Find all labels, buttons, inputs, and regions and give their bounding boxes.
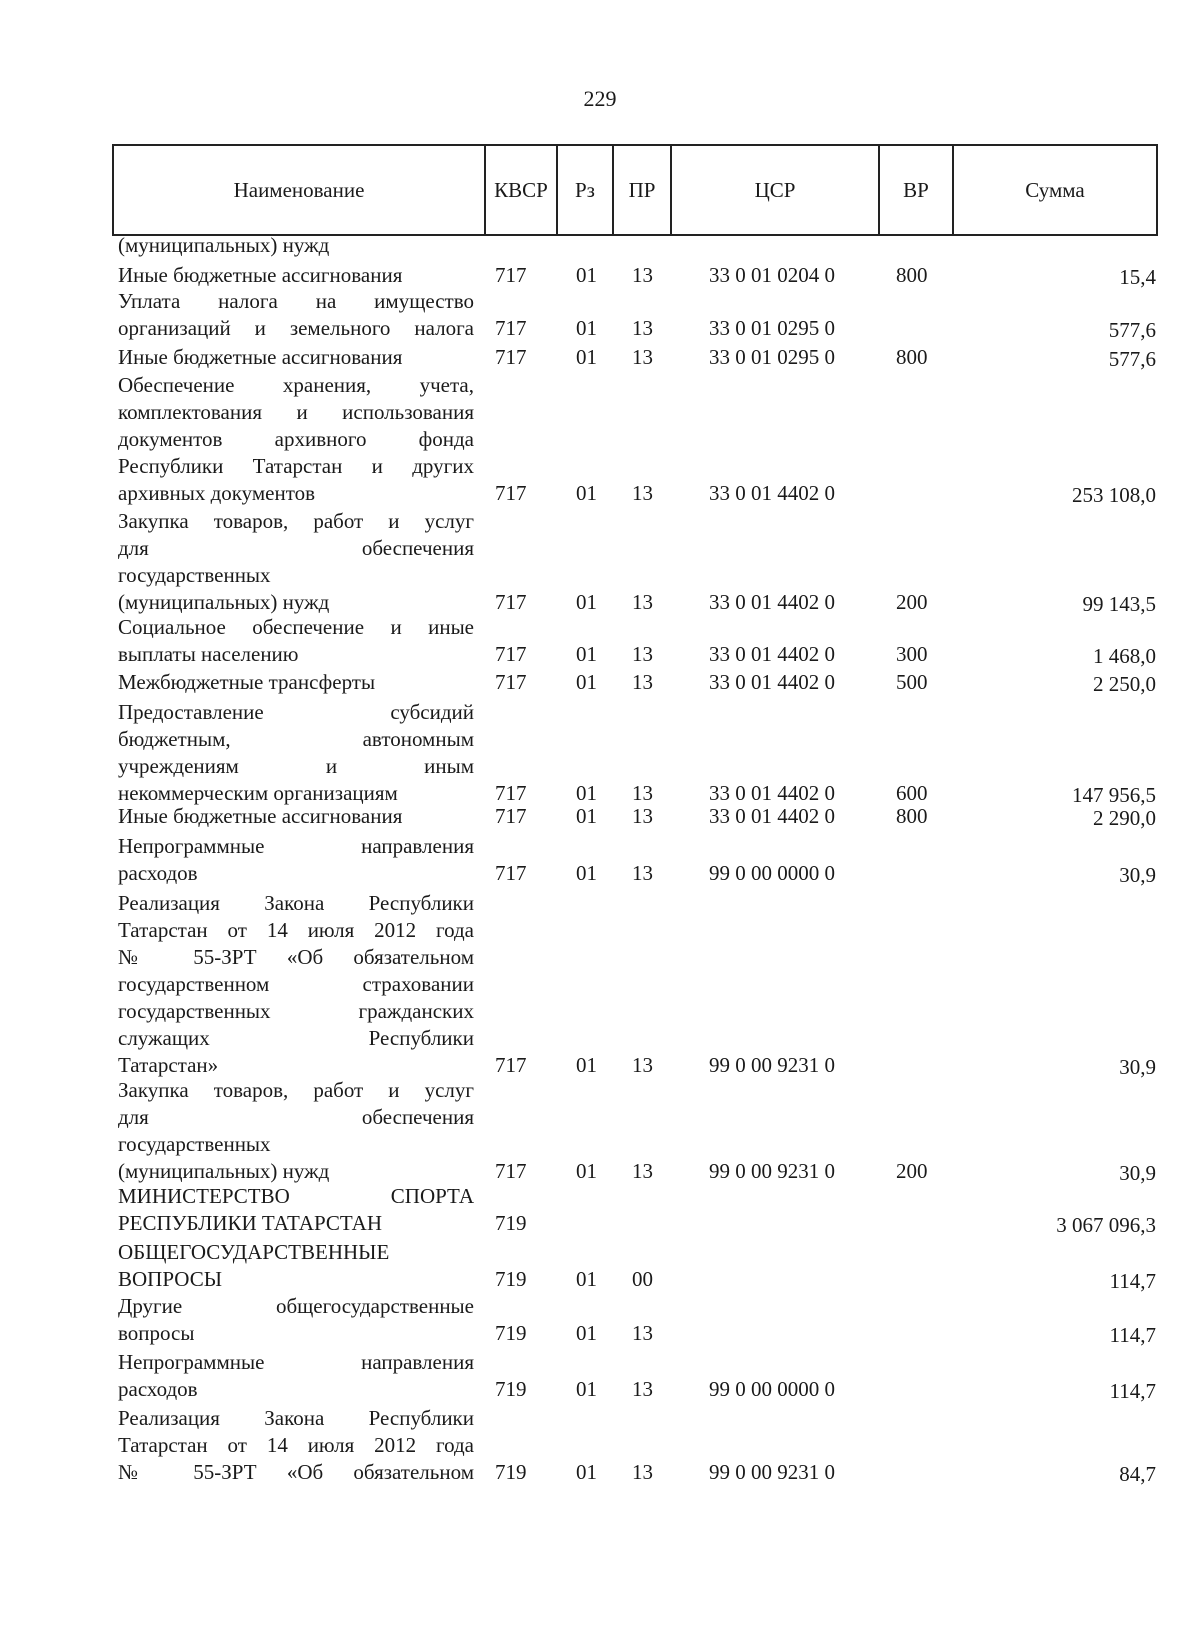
cell-rz: 01 [576, 1267, 597, 1291]
cell-csr: 33 0 01 0295 0 [709, 345, 835, 369]
row-name-line: Уплата налога на имущество [118, 289, 474, 313]
cell-pr: 13 [632, 642, 653, 666]
cell-kvsr: 717 [495, 345, 527, 369]
cell-rz: 01 [576, 1321, 597, 1345]
header-vr: ВР [879, 145, 953, 235]
cell-sum: 147 956,5 [1072, 783, 1156, 807]
row-name-line: РЕСПУБЛИКИ ТАТАРСТАН [118, 1211, 383, 1235]
row-name-line: Межбюджетные трансферты [118, 670, 376, 694]
cell-sum: 30,9 [1119, 863, 1156, 887]
cell-pr: 13 [632, 345, 653, 369]
cell-pr: 13 [632, 316, 653, 340]
cell-sum: 577,6 [1108, 347, 1156, 371]
row-name-line: Реализация Закона Республики [118, 1406, 474, 1430]
cell-pr: 13 [632, 670, 653, 694]
cell-pr: 13 [632, 590, 653, 614]
row-name-line: государственных гражданских [118, 999, 474, 1023]
cell-sum: 114,7 [1109, 1269, 1156, 1293]
cell-vr: 600 [896, 781, 928, 805]
cell-sum: 99 143,5 [1082, 592, 1156, 616]
table-row [112, 890, 1172, 1079]
cell-rz: 01 [576, 861, 597, 885]
cell-pr: 13 [632, 1460, 653, 1484]
cell-csr: 33 0 01 4402 0 [709, 642, 835, 666]
cell-rz: 01 [576, 1053, 597, 1077]
cell-sum: 30,9 [1119, 1161, 1156, 1185]
cell-kvsr: 717 [495, 642, 527, 666]
row-name-line: Закупка товаров, работ и услуг [118, 509, 474, 533]
row-name-line: организаций и земельного налога [118, 316, 474, 340]
row-name-line: служащих Республики [118, 1026, 474, 1050]
cell-sum: 114,7 [1109, 1379, 1156, 1403]
cell-kvsr: 719 [495, 1211, 527, 1235]
cell-kvsr: 717 [495, 1053, 527, 1077]
row-name-line: архивных документов [118, 481, 316, 505]
table-row [112, 699, 1172, 807]
row-name-line: № 55-ЗРТ «Об обязательном [118, 945, 474, 969]
table-row [112, 344, 1172, 371]
row-name-line: № 55-ЗРТ «Об обязательном [118, 1460, 474, 1484]
row-name-line: расходов [118, 861, 198, 885]
table-row [112, 262, 1172, 289]
cell-kvsr: 717 [495, 670, 527, 694]
table-header [112, 144, 1158, 236]
header-rz: Рз [557, 145, 613, 235]
cell-rz: 01 [576, 670, 597, 694]
row-name-line: Социальное обеспечение и иные [118, 615, 474, 639]
cell-vr: 800 [896, 263, 928, 287]
row-name-line: бюджетным, автономным [118, 727, 474, 751]
row-name-line: МИНИСТЕРСТВО СПОРТА [118, 1184, 474, 1208]
cell-pr: 13 [632, 1159, 653, 1183]
cell-kvsr: 717 [495, 316, 527, 340]
row-name-line: Непрограммные направления [118, 834, 474, 858]
row-name-line: Закупка товаров, работ и услуг [118, 1078, 474, 1102]
cell-sum: 1 468,0 [1093, 644, 1156, 668]
cell-pr: 13 [632, 481, 653, 505]
header-csr: ЦСР [671, 145, 879, 235]
row-name-line: некоммерческим организациям [118, 781, 398, 805]
row-name-line: Непрограммные направления [118, 1350, 474, 1374]
table-row [112, 1293, 1172, 1347]
row-name-line: (муниципальных) нужд [118, 1159, 330, 1183]
row-name-line: государственных [118, 563, 271, 587]
row-name-line: Республики Татарстан и других [118, 454, 474, 478]
row-name-line: государственных [118, 1132, 271, 1156]
row-name-line: Иные бюджетные ассигнования [118, 345, 403, 369]
row-name-line: для обеспечения [118, 1105, 474, 1129]
cell-kvsr: 717 [495, 1159, 527, 1183]
cell-rz: 01 [576, 316, 597, 340]
cell-rz: 01 [576, 1460, 597, 1484]
table-row [112, 1239, 1172, 1293]
cell-vr: 500 [896, 670, 928, 694]
row-name-line: Татарстан от 14 июля 2012 года [118, 918, 474, 942]
cell-csr: 99 0 00 9231 0 [709, 1460, 835, 1484]
cell-kvsr: 719 [495, 1267, 527, 1291]
row-name-line: Татарстан от 14 июля 2012 года [118, 1433, 474, 1457]
cell-csr: 33 0 01 4402 0 [709, 804, 835, 828]
cell-rz: 01 [576, 345, 597, 369]
cell-csr: 99 0 00 9231 0 [709, 1053, 835, 1077]
cell-sum: 577,6 [1108, 318, 1156, 342]
header-pr: ПР [613, 145, 671, 235]
row-name-line: комплектования и использования [118, 400, 474, 424]
cell-pr: 13 [632, 263, 653, 287]
cell-vr: 800 [896, 345, 928, 369]
row-name-line: Предоставление субсидий [118, 700, 474, 724]
table-row [112, 614, 1172, 668]
header-name: Наименование [113, 145, 485, 235]
cell-rz: 01 [576, 263, 597, 287]
cell-csr: 33 0 01 4402 0 [709, 481, 835, 505]
cell-rz: 01 [576, 590, 597, 614]
cell-kvsr: 717 [495, 861, 527, 885]
cell-kvsr: 719 [495, 1377, 527, 1401]
cell-pr: 13 [632, 1053, 653, 1077]
row-name-line: документов архивного фонда [118, 427, 474, 451]
cell-csr: 33 0 01 4402 0 [709, 670, 835, 694]
row-name-line: для обеспечения [118, 536, 474, 560]
cell-pr: 00 [632, 1267, 653, 1291]
cell-kvsr: 719 [495, 1460, 527, 1484]
table-row [112, 288, 1172, 342]
cell-csr: 33 0 01 4402 0 [709, 781, 835, 805]
table-row [112, 833, 1172, 887]
cell-rz: 01 [576, 1377, 597, 1401]
cell-rz: 01 [576, 781, 597, 805]
cell-sum: 84,7 [1119, 1462, 1156, 1486]
cell-pr: 13 [632, 804, 653, 828]
cell-sum: 15,4 [1119, 265, 1156, 289]
cell-kvsr: 717 [495, 781, 527, 805]
row-name-line: учреждениям и иным [118, 754, 474, 778]
cell-pr: 13 [632, 1321, 653, 1345]
row-name-line: ОБЩЕГОСУДАРСТВЕННЫЕ [118, 1240, 390, 1264]
cell-csr: 33 0 01 0295 0 [709, 316, 835, 340]
cell-csr: 99 0 00 0000 0 [709, 861, 835, 885]
cell-csr: 99 0 00 9231 0 [709, 1159, 835, 1183]
cell-kvsr: 719 [495, 1321, 527, 1345]
cell-csr: 33 0 01 0204 0 [709, 263, 835, 287]
cell-csr: 99 0 00 0000 0 [709, 1377, 835, 1401]
table-row [112, 1183, 1172, 1237]
cell-sum: 30,9 [1119, 1055, 1156, 1079]
row-name-line: выплаты населению [118, 642, 299, 666]
cell-vr: 300 [896, 642, 928, 666]
cell-vr: 200 [896, 1159, 928, 1183]
row-name-line: Иные бюджетные ассигнования [118, 263, 403, 287]
table-row [112, 232, 1172, 259]
row-name-line: Другие общегосударственные [118, 1294, 474, 1318]
cell-sum: 253 108,0 [1072, 483, 1156, 507]
cell-rz: 01 [576, 1159, 597, 1183]
cell-kvsr: 717 [495, 263, 527, 287]
row-name-line: расходов [118, 1377, 198, 1401]
cell-rz: 01 [576, 804, 597, 828]
cell-sum: 114,7 [1109, 1323, 1156, 1347]
cell-pr: 13 [632, 1377, 653, 1401]
row-name-line: Иные бюджетные ассигнования [118, 804, 403, 828]
cell-vr: 800 [896, 804, 928, 828]
table-row [112, 1405, 1172, 1486]
page-number: 229 [583, 86, 617, 111]
header-kvsr: КВСР [485, 145, 557, 235]
row-name-line: вопросы [118, 1321, 195, 1345]
cell-pr: 13 [632, 861, 653, 885]
table-row [112, 1077, 1172, 1185]
row-name-line: Татарстан» [118, 1053, 219, 1077]
cell-sum: 3 067 096,3 [1056, 1213, 1156, 1237]
cell-sum: 2 250,0 [1093, 672, 1156, 696]
table-row [112, 1349, 1172, 1403]
cell-rz: 01 [576, 642, 597, 666]
cell-rz: 01 [576, 481, 597, 505]
cell-kvsr: 717 [495, 804, 527, 828]
table-row [112, 803, 1172, 830]
cell-sum: 2 290,0 [1093, 806, 1156, 830]
row-name-line: ВОПРОСЫ [118, 1267, 223, 1291]
row-name-line: Обеспечение хранения, учета, [118, 373, 474, 397]
cell-pr: 13 [632, 781, 653, 805]
cell-vr: 200 [896, 590, 928, 614]
table-row [112, 372, 1172, 507]
cell-kvsr: 717 [495, 481, 527, 505]
row-name-line: Реализация Закона Республики [118, 891, 474, 915]
header-sum: Сумма [953, 145, 1157, 235]
cell-kvsr: 717 [495, 590, 527, 614]
table-row [112, 669, 1172, 696]
cell-csr: 33 0 01 4402 0 [709, 590, 835, 614]
row-name-line: (муниципальных) нужд [118, 590, 330, 614]
row-name-line: (муниципальных) нужд [118, 233, 330, 257]
table-row [112, 508, 1172, 616]
row-name-line: государственном страховании [118, 972, 474, 996]
